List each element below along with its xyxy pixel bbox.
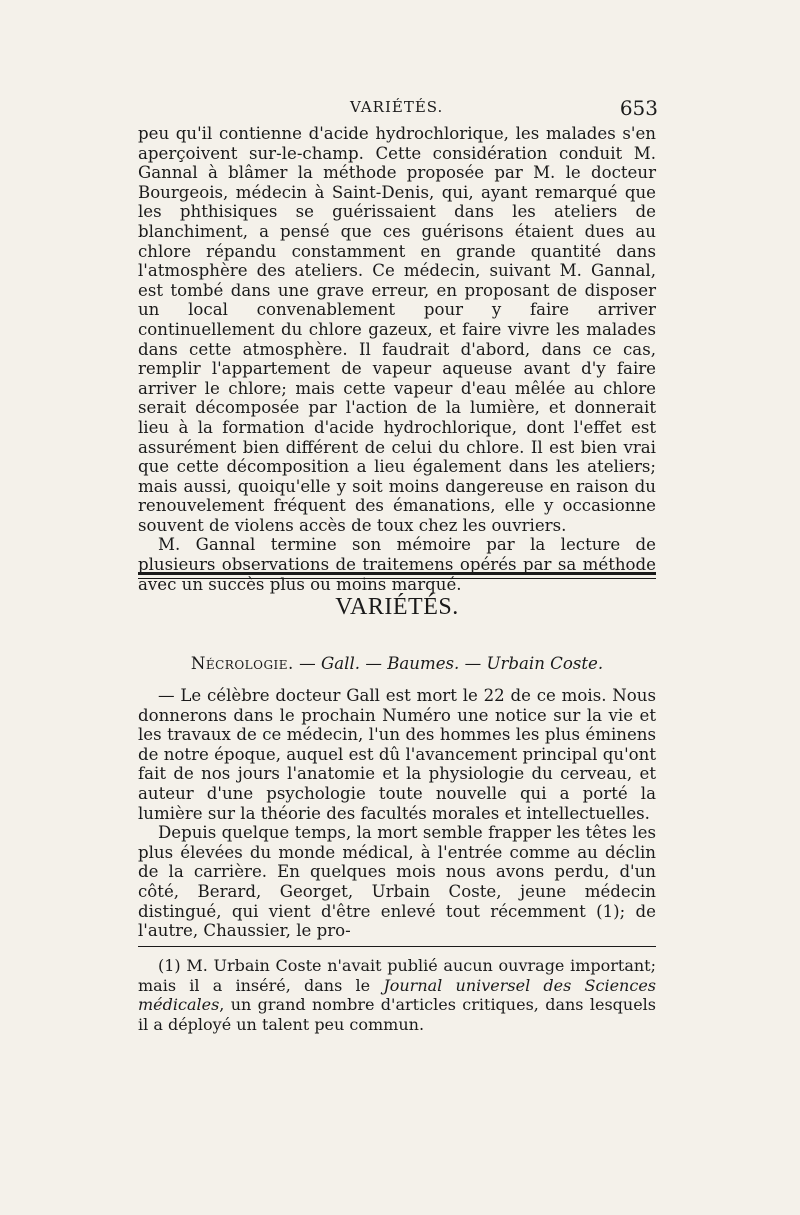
- footnote-part2: , un grand nombre d'articles critiques, dans lesquels il a déployé un talent peu commun.: [138, 995, 656, 1034]
- footnote-rule: [138, 946, 656, 947]
- footnote: [138, 956, 656, 1034]
- page-header: [138, 96, 658, 122]
- divider-thin-rule: [138, 578, 656, 579]
- obituary-heading: [138, 654, 656, 673]
- paragraph-recent-deaths: Depuis quelque temps, la mort semble frapper les têtes les plus élevées du monde médical, à l'entrée comme au déclin de la carrière. En quelques mois nous avons perdu, d'un côté, Berard, Georget, Urbain Coste, jeune médecin distingué, qui vient d'être enlevé tout récemment (1); de l'autre, Chaussier, le pro-: [138, 823, 656, 941]
- footnote-text: [138, 956, 656, 1034]
- divider-thick-rule: [138, 572, 656, 575]
- page-number: 653: [619, 96, 658, 120]
- paragraph-chlore: peu qu'il contienne d'acide hydrochlorique, les malades s'en aperçoivent sur-le-champ. Cette considération conduit M. Gannal à blâmer la méthode proposée par M. le docteur Bourgeois, médecin à Saint-Denis, qui, ayant remarqué que les phthisiques se guérissaient dans les ateliers de blanchiment, a pensé que ces guérisons étaient dues au chlore répandu constamment en grande quantité dans l'atmosphère des ateliers. Ce médecin, suivant M. Gannal, est tombé dans une grave erreur, en proposant de disposer un local convenablement pour y faire arriver continuellement du chlore gazeux, et faire vivre les malades dans cette atmosphère. Il faudrait d'abord, dans ce cas, remplir l'appartement de vapeur aqueuse avant d'y faire arriver le chlore; mais cette vapeur d'eau mêlée au chlore serait décomposée par l'action de la lumière, et donnerait lieu à la formation d'acide hydrochlorique, dont l'effet est assurément bien différent de celui du chlore. Il est bien vrai que cette décomposition a lieu également dans les ateliers; mais aussi, quoiqu'elle y soit moins dangereuse en raison du renouvelement fréquent des émanations, elle y occasionne souvent de violens accès de toux chez les ouvriers.: [138, 124, 656, 535]
- section-divider: [138, 572, 656, 579]
- heading-separator: —: [293, 654, 321, 673]
- footnote-journal-title: Journal universel des Sciences médicales: [138, 975, 657, 1015]
- heading-baumes: Baumes.: [387, 654, 460, 673]
- heading-separator: —: [459, 654, 487, 673]
- heading-necrologie: Nécrologie.: [190, 654, 294, 673]
- paragraph-gannal-conclusion: M. Gannal termine son mémoire par la lecture de plusieurs observations de traitemens opérés par sa méthode avec un succès plus ou moins marqué.: [138, 535, 656, 594]
- heading-coste: Urbain Coste.: [486, 654, 604, 673]
- heading-separator: —: [360, 654, 388, 673]
- heading-gall: Gall.: [321, 654, 361, 673]
- paragraph-gall-death: — Le célèbre docteur Gall est mort le 22 de ce mois. Nous donnerons dans le prochain Numéro une notice sur la vie et les travaux de ce médecin, l'un des hommes les plus éminens de notre époque, auquel est dû l'avancement principal qu'ont fait de nos jours l'anatomie et la physiologie du cerveau, et auteur d'une psychologie toute nouvelle qui a porté la lumière sur la théorie des facultés morales et intellectuelles.: [138, 686, 656, 823]
- footnote-part1: (1) M. Urbain Coste n'avait publié aucun ouvrage important; mais il a inséré, dans le: [138, 956, 656, 995]
- obituary-text: [138, 686, 656, 941]
- running-head: VARIÉTÉS.: [350, 98, 444, 116]
- main-text: [138, 124, 656, 594]
- section-title: VARIÉTÉS.: [335, 594, 459, 620]
